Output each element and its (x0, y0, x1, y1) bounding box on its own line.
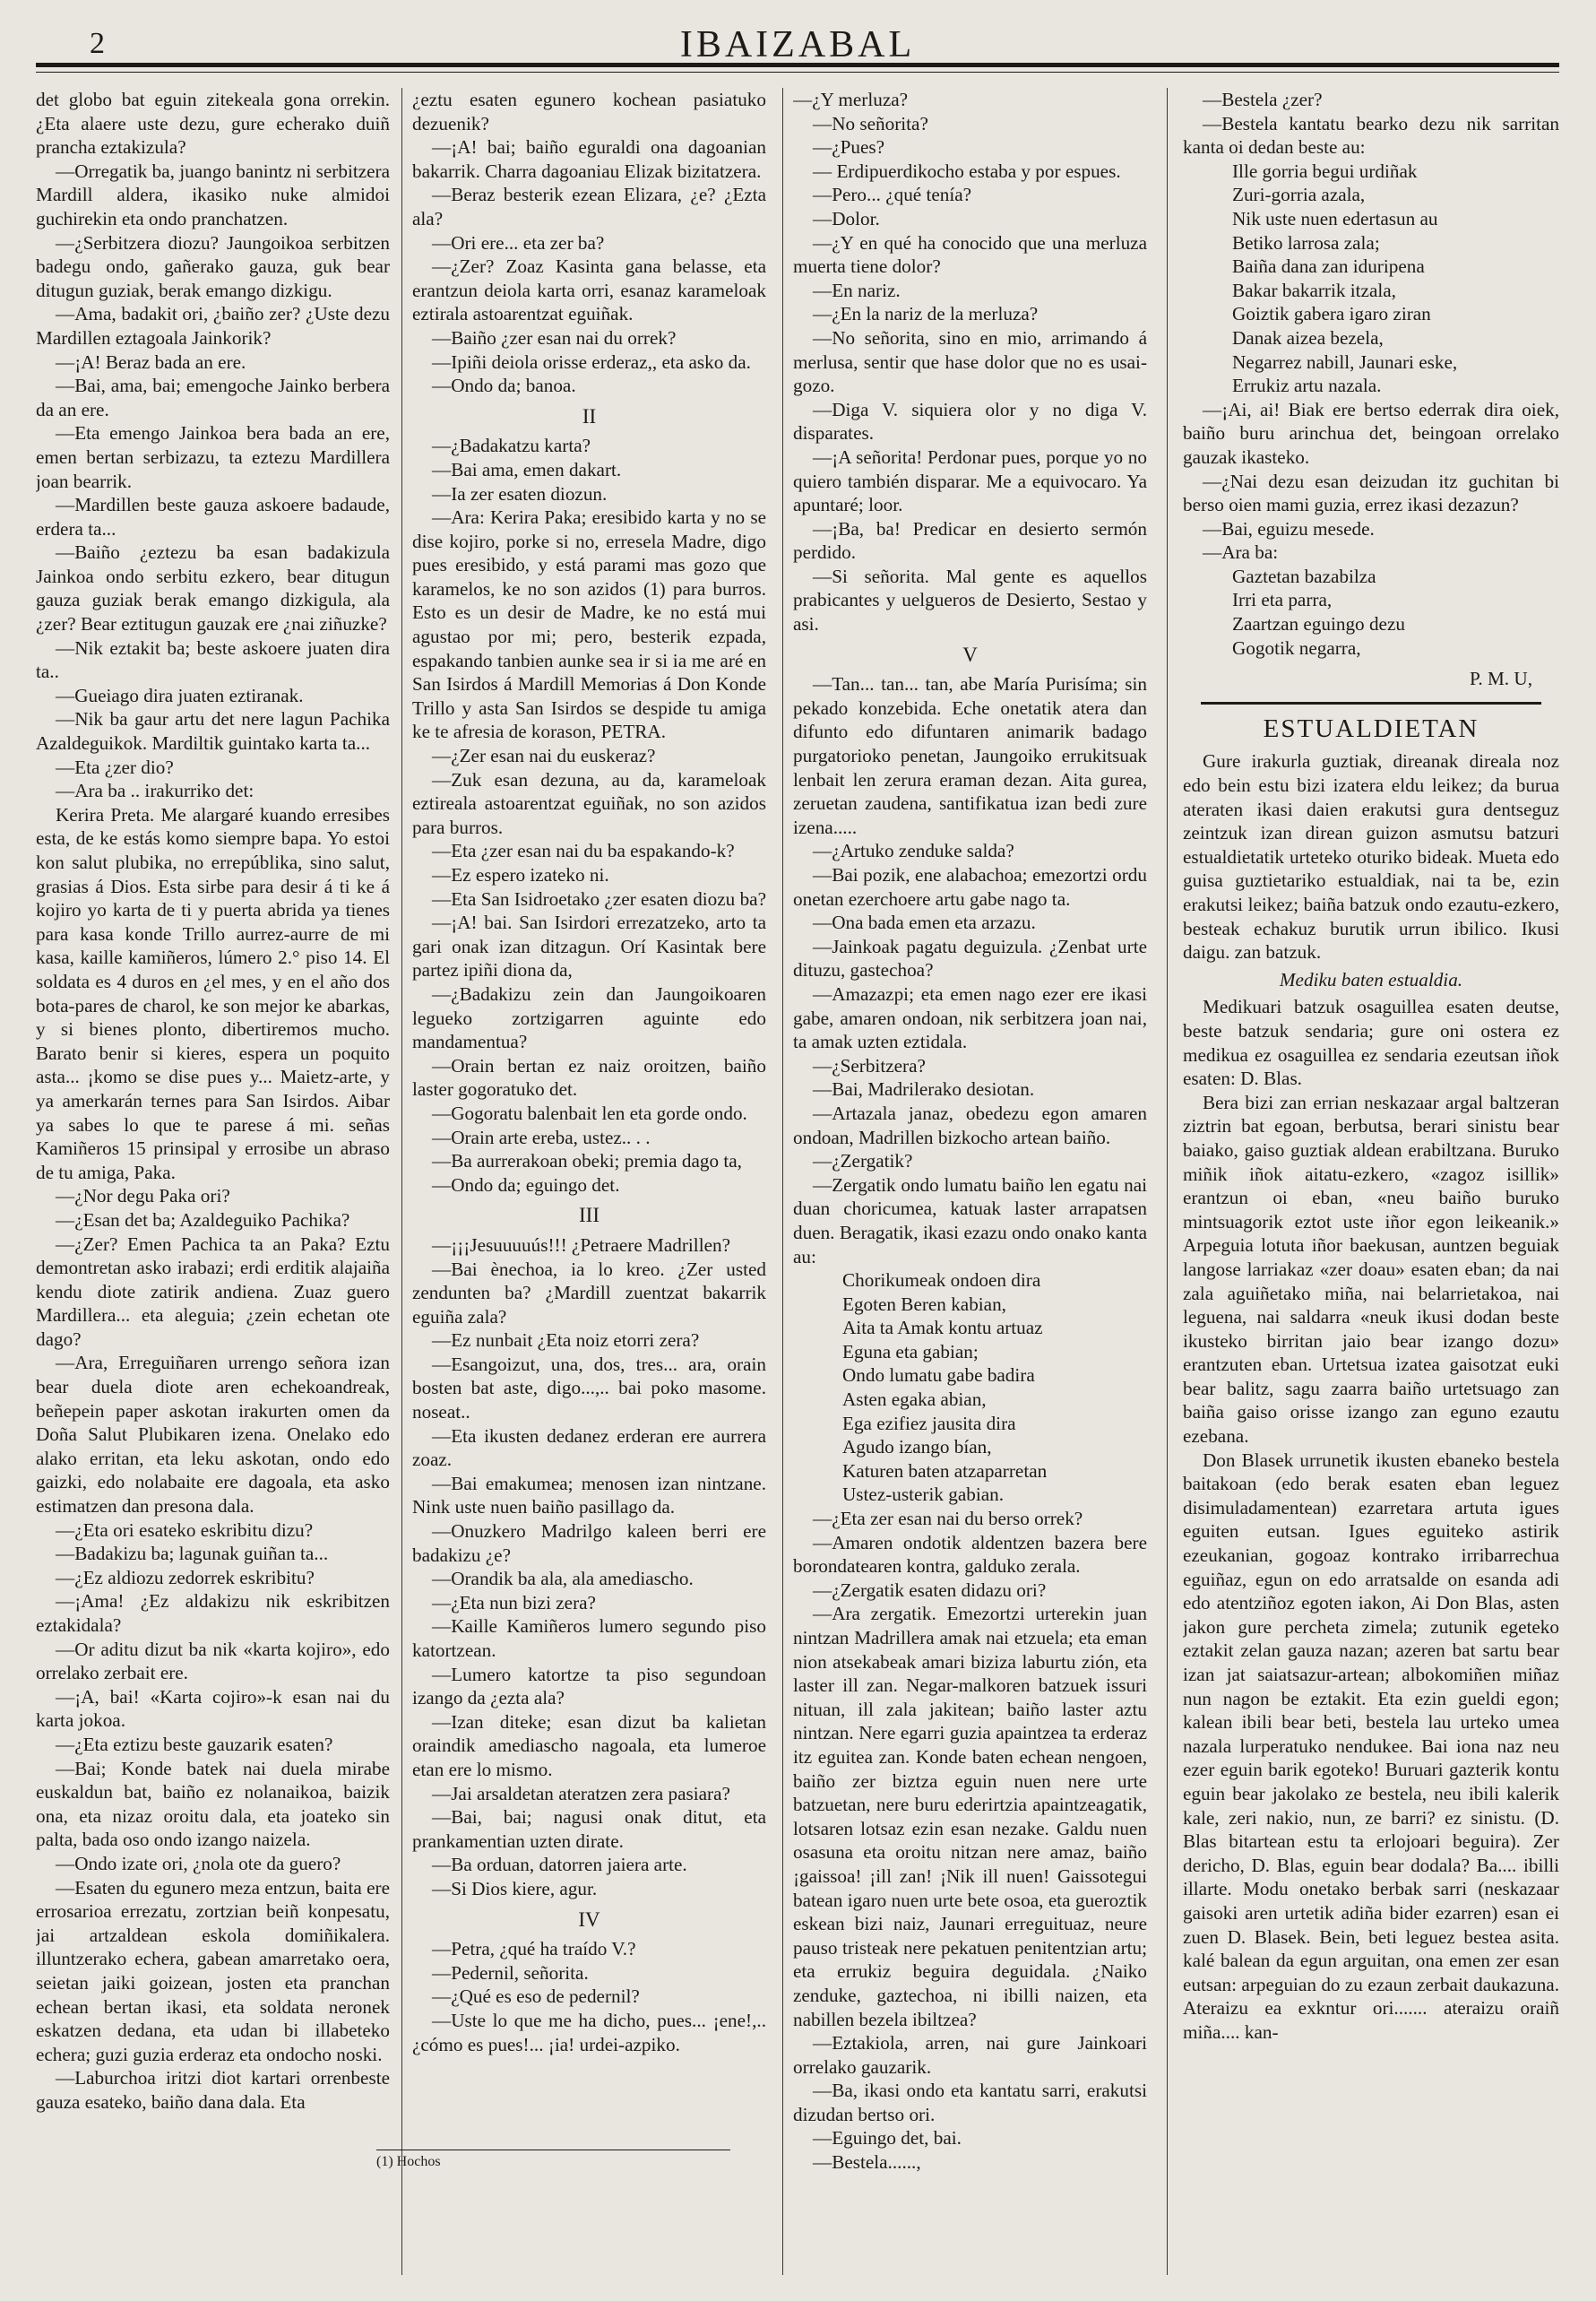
section-number: II (582, 404, 597, 428)
paragraph: det globo bat eguin zitekeala gona orrekin. ¿Eta alaere uste dezu, gure echerako duiñ prancha eztakizula? (36, 89, 390, 159)
verse-line: Danak aizea bezela, (1232, 326, 1384, 349)
author-signature: P. M. U, (1469, 668, 1532, 690)
verse-line: Nik uste nuen edertasun au (1232, 207, 1438, 229)
paragraph: —¡A, bai! «Karta cojiro»-k esan nai du karta jokoa. (36, 1685, 390, 1732)
paragraph: —Bai, eguizu mesede. (1203, 517, 1375, 540)
verse-line: Goiztik gabera igaro ziran (1232, 303, 1431, 325)
paragraph: —Laburchoa iritzi diot kartari orrenbeste gauza esateko, baiño dana dala. Eta (36, 2067, 390, 2113)
paragraph: —Ez espero izateko ni. (432, 864, 609, 886)
paragraph: —Orain bertan ez naiz oroitzen, baiño laster gogoratuko det. (412, 1054, 766, 1101)
paragraph: —¿Zergatik esaten didazu ori? (813, 1579, 1047, 1601)
paragraph: —Ondo izate ori, ¿nola ote da guero? (56, 1852, 341, 1874)
verse-line: Egoten Beren kabian, (842, 1293, 1006, 1315)
paragraph: —Ona bada emen eta arzazu. (813, 912, 1036, 934)
paragraph: — Erdipuerdikocho estaba y por espues. (813, 160, 1121, 182)
masthead-rule (36, 63, 1559, 67)
paragraph: —Amazazpi; eta emen nago ezer ere ikasi gabe, amaren ondoan, nik serbitzera joan nai, ta amak uzten eztidala. (793, 982, 1147, 1053)
paragraph: —Baiño ¿eztezu ba esan badakizula Jainkoa ondo serbitu ezkero, bear ditugun gauza guziak berak emango dizkigula, ala ¿zer? Bear eztitugun gauzak ere ¿nai ziñuzke? (36, 541, 390, 636)
paragraph: —Esaten du egunero meza entzun, baita ere errosarioa errezatu, zortzian beiñ konpesatu, jai artzaldean eskola domiñikalera. illuntzerako echera, gabean amarretako oera, seietan jaiki goizean, josten eta pranchan echean bertan ikasi, eta soldata neronek eskatzen dedana, eta udan bi illabeteko echera; guzi guzia erderaz eta ondocho noski. (36, 1876, 390, 2065)
verse-line: Asten egaka abian, (842, 1388, 987, 1411)
verse-line: Chorikumeak ondoen dira (842, 1269, 1041, 1292)
paragraph: —Eta ¿zer esan nai du ba espakando-k? (432, 840, 735, 862)
paragraph: —Bai ènechoa, ia lo kreo. ¿Zer usted zendunten ba? ¿Mardill zuentzat bakarrik eguiña zala? (412, 1258, 766, 1328)
paragraph: —Ba aurrerakoan obeki; premia dago ta, (432, 1150, 742, 1172)
newspaper-title: IBAIZABAL (679, 24, 916, 65)
paragraph: —¿Qué es eso de pedernil? (432, 1985, 640, 2008)
paragraph: ¿eztu esaten egunero kochean pasiatuko dezuenik? (412, 89, 766, 134)
paragraph: —En nariz. (813, 279, 901, 301)
paragraph: Medikuari batzuk osaguillea esaten deutse, beste batzuk sendaria; gure oni ostera ez medikua ez osaguillea ez sendaria ezeutsan iñok esaten: D. Blas. (1183, 996, 1559, 1090)
paragraph: —Orain arte ereba, ustez.. . . (432, 1126, 651, 1148)
paragraph: —Bai, Madrilerako desiotan. (813, 1078, 1035, 1101)
paragraph: —Baiño ¿zer esan nai du orrek? (432, 326, 677, 349)
paragraph: —¿Zer esan nai du euskeraz? (432, 745, 656, 767)
paragraph: —Eta San Isidroetako ¿zer esaten diozu ba? (432, 887, 766, 910)
paragraph: —Onuzkero Madrilgo kaleen berri ere badakizu ¿e? (412, 1520, 766, 1566)
paragraph: —Ondo da; banoa. (432, 375, 576, 397)
paragraph: —Eguingo det, bai. (813, 2127, 962, 2150)
paragraph: —Si Dios kiere, agur. (432, 1877, 598, 1899)
paragraph: —Eta emengo Jainkoa bera bada an ere, emen bertan serbizazu, ta eztezu Mardillera joan bearrik. (36, 422, 390, 492)
verse-line: Gogotik negarra, (1232, 636, 1361, 659)
paragraph: —¿Esan det ba; Azaldeguiko Pachika? (56, 1208, 350, 1231)
paragraph: Don Blasek urrunetik ikusten ebaneko bestela baitakoan (edo berak esaten eban leguez disimuladamentean) ezarretara artuta igues eguiten eutsan. Igues eguiteko astirik ezeukanian, gogoaz kontrako irribarrechua eguiñaz, egun on edo arratsalde on esanda adi edo atentziñoz egoten iakon, Ai Don Blas, asten jakon gure percheta zimela; zutunik egeteko eztakit zelan gauza nazan; azeren bat sartu bear izan jat saiatsazur-artean; albokomiñen miñaz nun nagon be eztakit. Eta ezin gueldi egon; kalean ibili bear beti, bestela lau urteko umea nazala lurperatuko nendukee. Bai iona naz neu ezer eguin barik egoteko! Buruari gazterik kontu eguin bear jakolako ze bestela, neu ibili kalerik kale, zeri nakio, nun, ze barri? ez sinistu. (D. Blas bitartean estu ta erlojoari beguira). Zer dericho, D. Blas, eguin bear dodala? Ba.... ibilli illarte. Modu onetako berbak sarri (neskazaar gaisoki aren urtetik adiña bider ezarren) esan ei zuen D. Blasek. Bein, beti leguez bestea asita. kalé balean da egun arguitan, ona emen zer esan eutsan: arpeguian do zu ezaun zerbait daukazuna. Ateraizu ea exkntur ori....... ateraizu oraiñ miña.... kan- (1183, 1449, 1559, 2043)
paragraph: —¡Ai, ai! Biak ere bertso ederrak dira oiek, baiño buru arinchua det, beingoan orrelako gauzak ikasteko. (1183, 398, 1559, 468)
column-divider (401, 88, 402, 2275)
column-1 (36, 88, 390, 2275)
paragraph: —Artazala janaz, obedezu egon amaren ondoan, Madrillen bizkocho artean baiño. (793, 1102, 1147, 1148)
column-divider (782, 88, 783, 2275)
column-divider (1167, 88, 1168, 2275)
verse-line: Ille gorria begui urdiñak (1232, 160, 1418, 182)
paragraph: —Orregatik ba, juango banintz ni serbitzera Mardill aldera, ikasiko nuke almidoi guchirekin eta ondo pranchatzen. (36, 160, 390, 229)
paragraph: —Badakizu ba; lagunak guiñan ta... (56, 1543, 329, 1565)
paragraph: —Pedernil, señorita. (432, 1961, 589, 1984)
paragraph: —Ara, Erreguiñaren urrengo señora izan bear duela diote aren echekoandreak, beñepein paper askotan irakurten omen da Doña Salut Plubikaren izena. Onelako edo alako erritan, eta leku askotan, ondo edo gaizki, edo nolabaite ere dagoala, eta asko estimatzen dan presona dala. (36, 1352, 390, 1518)
paragraph: —Eta ¿zer dio? (56, 756, 174, 778)
paragraph: —Beraz besterik ezean Elizara, ¿e? ¿Ezta ala? (412, 184, 766, 229)
paragraph: —¿Zer? Zoaz Kasinta gana belasse, eta erantzun deiola karta orri, esanaz karameloak eztirala astoarentzat eguiñak. (412, 255, 766, 325)
masthead-rule-thin (36, 72, 1559, 73)
paragraph: —¿Zergatik? (813, 1150, 913, 1172)
column-2 (412, 88, 766, 2275)
paragraph: Gure irakurla guztiak, direanak direala noz edo bein estu bizi izatera eldu leikez; da burua ateraten ikasi daien erakutsi gura dentseguz zeintzuk izan direan guizon asmutsu batzuri estualdietatik urteteko oturiko bideak. Mueta edo guisa guztietariko estualdiak, nai ta be, ezin erakutsi leikez; baiña batzuk ondo ezautu-ezkero, besteak echakuz burutik urrun ibilico. Ikusi daigu. zan batzuk. (1183, 750, 1559, 964)
paragraph: —Gogoratu balenbait len eta gorde ondo. (432, 1102, 747, 1124)
paragraph: —Ara ba .. irakurriko det: (56, 780, 254, 802)
paragraph: —¿Ez aldiozu zedorrek eskribitu? (56, 1566, 315, 1588)
paragraph: Bera bizi zan errian neskazaar argal baltzeran ziztrin bat egoan, berbutsa, berari sinistu bear baiako, gaiso guztiak aldean erabiltzana. Buruko miñik iñok aitatu-ezkero, «zagoz isillik» erantzun oi eban, «neu baiño buruko mintsuagorik eztot uste iñor egon leikeanik.» Arpeguia lotuta iñor baekusan, auntzen beguiak langose larriakaz «zer doau» esaten eban; da nai zala aguiñetako miña, nai belarrietakoa, nai leguena, nai saldarra «neuk ikusi dodan beste ikusteko birritan jaio bear izango dozu» erantzuten eban. Urtetsua izatea gaisotzat euki bear balitz, sagu zaarra baiño urtetsuago zan baiña gaiso orisse izango zan eguno ezautu ezebana. (1183, 1091, 1559, 1448)
article-heading: ESTUALDIETAN (1263, 714, 1480, 743)
verse-line: Baiña dana zan iduripena (1232, 255, 1425, 278)
verse-line: Agudo izango bían, (842, 1436, 992, 1458)
paragraph: —Ondo da; eguingo det. (432, 1173, 620, 1196)
verse-line: Zuri-gorria azala, (1232, 184, 1366, 206)
verse-line: Betiko larrosa zala; (1232, 231, 1380, 254)
paragraph: —¿Eta nun bizi zera? (432, 1591, 596, 1613)
article-columns (36, 88, 1559, 2275)
paragraph: —Nik ba gaur artu det nere lagun Pachika Azaldeguikok. Mardiltik guintako karta ta... (36, 708, 390, 755)
paragraph: —Kaille Kamiñeros lumero segundo piso katortzean. (412, 1615, 766, 1661)
verse-line: Zaartzan eguingo dezu (1232, 613, 1405, 636)
verse-line: Ustez-usterik gabian. (842, 1484, 1005, 1506)
paragraph: —Ori ere... eta zer ba? (432, 231, 605, 254)
paragraph: —Gueiago dira juaten eztiranak. (56, 684, 304, 706)
paragraph: —Bai, ama, bai; emengoche Jainko berbera da an ere. (36, 375, 390, 420)
paragraph: —Zergatik ondo lumatu baiño len egatu nai duan choricumea, katuak laster arrapatsen duen. Beragatik, ikasi ezazu ondo onako kanta au: (793, 1173, 1147, 1267)
paragraph: —Eta ikusten dedanez erderan ere aurrera zoaz. (412, 1424, 766, 1471)
paragraph: —Ara zergatik. Emezortzi urterekin juan nintzan Madrillera amak nai etzuela; eta eman nion atsekabeak amari biziza laburtu zión, eta laster ill zan. Negar-malkoren batzuek issuri nituan, ill zala jakitean; baiño laster aztu nintzan. Nere egarri guzia apaintzea ta erderaz itz eguitea zan. Konde baten echean nengoen, baiño zer biztza eguin nuen nere urte batzuetan, nere buru ederirtzia apaintzeagatik, lotsaren lotsaz ezin esan nezake. Galdu nuen osasuna eta oroitu nitzan nere amaz, baiño ¡gaissoa! ¡ill zan! ¡Nik ill nuen! Gaissotegui batean igaro nuen urte bete osoa, eta gueroztik eskean bizi naiz, Jaunari erreguituaz, neure pauso tristeak nere pekatuen penitentzian artu; eta errukiz beguira deguidala. ¿Naiko zenduke, gaztechoa, ni ibilli naizen, eta nabillen bezela ibiltzea? (793, 1603, 1147, 2030)
verse-line: Ondo lumatu gabe badira (842, 1364, 1035, 1387)
verse-line: Negarrez nabill, Jaunari eske, (1232, 350, 1458, 373)
paragraph: —Jai arsaldetan ateratzen zera pasiara? (432, 1782, 730, 1804)
paragraph: —Pero... ¿qué tenía? (813, 184, 972, 206)
paragraph: —Zuk esan dezuna, au da, karameloak eztireala astoarentzat eguiñak, no son azidos para burros. (412, 768, 766, 838)
paragraph: —Ara: Kerira Paka; eresibido karta y no se dise kojiro, porke si no, erresela Madre, digo pues eresibido, y está parami mas gozo que karamelos, ke no son azidos (1) para burros. Esto es un desir de Madre, ke no está mui agustao por mi; pero, besterik ezpada, espakando tanbien aunke sea ir si ia me aré en San Isirdos á Mardill Memorias á Don Konde Trillo y asta San Isirdos se despide tu amiga ke te afresia de korason, PETRA. (412, 506, 766, 743)
masthead (36, 16, 1559, 70)
paragraph: —¿Artuko zenduke salda? (813, 840, 1014, 862)
paragraph: —Amaren ondotik aldentzen bazera bere borondatearen kontra, galduko zerala. (793, 1531, 1147, 1578)
paragraph: —Orandik ba ala, ala amediascho. (432, 1568, 694, 1590)
verse-line: Ega ezifiez jausita dira (842, 1412, 1016, 1434)
paragraph: —Lumero katortze ta piso segundoan izango da ¿ezta ala? (412, 1663, 766, 1709)
paragraph: —Uste lo que me ha dicho, pues... ¡ene!,.. ¿cómo es pues!... ¡ia! urdei-azpiko. (412, 2009, 766, 2055)
paragraph: —Esangoizut, una, dos, tres... ara, orain bosten bat aste, digo...,.. bai poko masome. noseat.. (412, 1353, 766, 1423)
paragraph: —¡A! Beraz bada an ere. (56, 350, 246, 373)
paragraph: —¿Nor degu Paka ori? (56, 1185, 230, 1207)
paragraph: —No señorita? (813, 112, 928, 134)
paragraph: —Bai pozik, ene alabachoa; emezortzi ordu onetan ezerchoere artu gabe nago ta. (793, 864, 1147, 910)
page-number: 2 (90, 27, 105, 60)
verse-line: Gaztetan bazabilza (1232, 565, 1376, 587)
paragraph: —¡A! bai. San Isirdori errezatzeko, arto ta gari onak izan ditzagun. Orí Kasintak bere partez ipiñi diona da, (412, 912, 766, 982)
paragraph: —¿Nai dezu esan deizudan itz guchitan bi berso oien mami guzia, errez ikasi dezazun? (1183, 470, 1559, 516)
paragraph: —Bai ama, emen dakart. (432, 458, 622, 480)
paragraph: —Bai emakumea; menosen izan nintzane. Nink uste nuen baiño pasillago da. (412, 1472, 766, 1518)
paragraph: —Or aditu dizut ba nik «karta kojiro», edo orrelako zerbait ere. (36, 1638, 390, 1684)
paragraph: —Jainkoak pagatu deguizula. ¿Zenbat urte dituzu, gastechoa? (793, 935, 1147, 982)
paragraph: —¿Zer? Emen Pachica ta an Paka? Eztu demontretan asko irabazi; erdi erditik alajaiña kendu diote zatirik andiena. Zuaz guero Mardillera... eta aleguia; ¿zein echetan ote dago? (36, 1233, 390, 1350)
paragraph: —Izan diteke; esan dizut ba kalietan oraindik amediascho nagoala, eta lumeroe etan ere lo mismo. (412, 1710, 766, 1780)
paragraph: —¿En la nariz de la merluza? (813, 303, 1039, 325)
section-number: III (579, 1204, 600, 1227)
paragraph: —Ba orduan, datorren jaiera arte. (432, 1854, 687, 1876)
paragraph: —Bai; Konde batek nai duela mirabe euskaldun bat, baiño ez nolanaikoa, baizik ona, eta nizaz oroitu dala, eta joateko sin palta, bada oso ondo izango naizela. (36, 1757, 390, 1851)
article-subheading: Mediku baten estualdia. (1279, 968, 1463, 990)
paragraph: —¡Ba, ba! Predicar en desierto sermón perdido. (793, 517, 1147, 564)
paragraph: —Petra, ¿qué ha traído V.? (432, 1938, 636, 1960)
paragraph: —¿Eta eztizu beste gauzarik esaten? (56, 1733, 333, 1755)
paragraph: —Bai, bai; nagusi onak ditut, eta prankamentian uzten dirate. (412, 1806, 766, 1852)
footnote: (1) Hochos (376, 2150, 730, 2170)
paragraph: —¿Y en qué ha conocido que una merluza muerta tiene dolor? (793, 231, 1147, 278)
paragraph: Kerira Preta. Me alargaré kuando erresibes esta, de ke estás komo siempre bapa. Yo estoi kon salut plubika, no errepúblika, sino salut, grasias á Dios. Esta sirbe para desir á ti ke á kojiro yo karta de ti y puerta abrida ya tienes para kasa konde Trillo aurrez-aurre de mi kasa, kaille kamiñeros, lúmero 2.° piso 14. El soldata es 4 duros en ¿el mes, y en el año dos bota-pares de charol, ke son mejor ke abarkas, y si bienes plonto, dibertiremos mucho. Barato benir si kieres, espera un poquito asta... ¡komo se dise pues y... Maietz-arte, y ya amerkarán ternes para San Isirdos. Aibar ya sabes lo que te parese á mi. señas Kamiñeros 15 prinsipal y errosibe un abraso de tu amiga, Paka. (36, 803, 390, 1183)
paragraph: —Bestela......, (813, 2151, 921, 2174)
verse-line: Eguna eta gabian; (842, 1340, 979, 1362)
paragraph: —¡A! bai; baiño eguraldi ona dagoanian bakarrik. Charra dagoaniau Elizak bizitatzera. (412, 136, 766, 182)
verse-line: Katuren baten atzaparretan (842, 1459, 1048, 1482)
paragraph: —Ba, ikasi ondo eta kantatu sarri, erakutsi dizudan bertso ori. (793, 2080, 1147, 2125)
paragraph: —¿Serbitzera? (813, 1054, 926, 1077)
paragraph: —¡A señorita! Perdonar pues, porque yo no quiero también disparar. Me a equivocaro. Ya apuntaré; loor. (793, 445, 1147, 516)
verse-line: Aita ta Amak kontu artuaz (842, 1317, 1043, 1339)
section-number: IV (578, 1907, 600, 1931)
paragraph: —Ara ba: (1203, 541, 1279, 564)
paragraph: —¿Badakatzu karta? (432, 435, 591, 457)
paragraph: —Eztakiola, arren, nai gure Jainkoari orrelako gauzarik. (793, 2032, 1147, 2078)
paragraph: —Diga V. siquiera olor y no diga V. disparates. (793, 398, 1147, 445)
verse-line: Bakar bakarrik itzala, (1232, 279, 1396, 301)
paragraph: —Bestela ¿zer? (1203, 89, 1323, 110)
paragraph: —Ia zer esaten diozun. (432, 482, 608, 505)
verse-line: Errukiz artu nazala. (1232, 375, 1382, 397)
paragraph: —Ama, badakit ori, ¿baiño zer? ¿Uste dezu Mardillen eztagoala Jainkorik? (36, 303, 390, 349)
paragraph: —¿Y merluza? (793, 89, 909, 110)
paragraph: —Ipiñi deiola orisse erderaz,, eta asko da. (432, 350, 751, 373)
section-number: V (962, 643, 978, 666)
paragraph: —Ez nunbait ¿Eta noiz etorri zera? (432, 1329, 700, 1352)
column-4 (1183, 88, 1559, 2275)
paragraph: —Bestela kantatu bearko dezu nik sarritan kanta oi dedan beste au: (1183, 112, 1559, 159)
paragraph: —Nik eztakit ba; beste askoere juaten dira ta.. (36, 636, 390, 683)
section-divider (1201, 702, 1541, 705)
paragraph: —¿Eta zer esan nai du berso orrek? (813, 1508, 1083, 1530)
paragraph: —¿Pues? (813, 136, 885, 159)
column-3 (793, 88, 1147, 2275)
paragraph: —Tan... tan... tan, abe María Purisíma; sin pekado konzebida. Eche onetatik atera dan difunto edo difuntaren animarik badago purgatorioko penetan, Jaungoiko errukitsuak lenbait len zerura eraman dezan. Aita gurea, zeruetan zaudena, santifikatua izan bedi zure izena..... (793, 673, 1147, 838)
paragraph: —¡¡¡Jesuuuuús!!! ¿Petraere Madrillen? (432, 1233, 730, 1256)
verse-line: Irri eta parra, (1232, 589, 1333, 611)
paragraph: —Dolor. (813, 207, 880, 229)
paragraph: —¿Serbitzera diozu? Jaungoikoa serbitzen badegu ondo, gañerako gauza, guk bear ditugun guziak, berak emango dizkigu. (36, 231, 390, 301)
paragraph: —¿Badakizu zein dan Jaungoikoaren legueko zortzigarren aguinte edo mandamentua? (412, 982, 766, 1053)
paragraph: —Si señorita. Mal gente es aquellos prabicantes y uelgueros de Desierto, Sestao y asi. (793, 565, 1147, 636)
paragraph: —Mardillen beste gauza askoere badaude, erdera ta... (36, 494, 390, 540)
paragraph: —¡Ama! ¿Ez aldakizu nik eskribitzen eztakidala? (36, 1590, 390, 1636)
paragraph: —¿Eta ori esateko eskribitu dizu? (56, 1518, 314, 1541)
paragraph: —No señorita, sino en mio, arrimando á merlusa, sentir que hase dolor que no es usai-gozo. (793, 326, 1147, 397)
